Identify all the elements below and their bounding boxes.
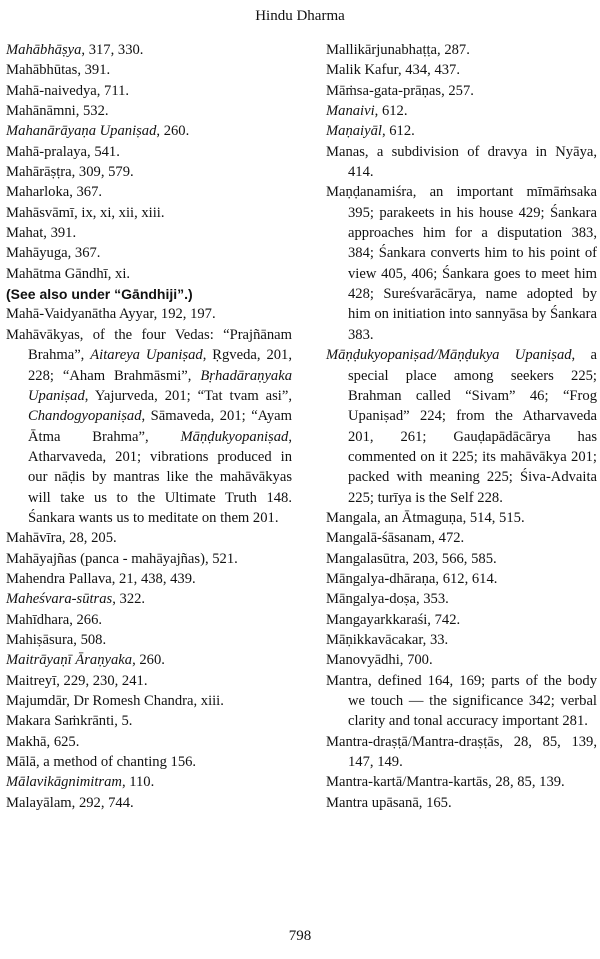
- index-entry-italic-text: Māṇḍukyopaniṣad/Māṇḍukya Upaniṣad: [326, 347, 572, 364]
- index-entry-text: Makhā, 625.: [6, 733, 80, 750]
- index-entry-text: Mahābhūtas, 391.: [6, 62, 111, 79]
- index-entry: [326, 630, 597, 650]
- index-column-right: [326, 40, 597, 813]
- index-entry-text: Māṇikkavācakar, 33.: [326, 631, 449, 648]
- index-entry-text: Mahārāṣṭra, 309, 579.: [6, 164, 134, 181]
- index-entry: [6, 142, 292, 162]
- index-entry-italic-text: Māṇḍukyopaniṣad: [180, 428, 289, 445]
- index-column-left: [6, 40, 292, 813]
- index-entry-text: Mangalasūtra, 203, 566, 585.: [326, 550, 497, 567]
- index-entry-text: Mālā, a method of chanting 156.: [6, 754, 197, 771]
- index-entry: [6, 650, 292, 670]
- index-entry: [326, 142, 597, 183]
- index-entry-text: Mallikārjunabhaṭṭa, 287.: [326, 42, 470, 58]
- index-entry-italic-text: Maṇaiyāl: [326, 123, 382, 140]
- index-entry-italic-text: Chandogyopaniṣad: [28, 408, 142, 425]
- index-entry: [326, 528, 597, 548]
- index-entry: [6, 304, 292, 324]
- index-entry: [326, 671, 597, 732]
- index-entry-italic-text: Maheśvara-sūtras: [6, 591, 113, 608]
- index-entry: [6, 40, 292, 60]
- index-entry-text: , 317, 330.: [81, 42, 144, 58]
- index-entry-text: Mangayarkkaraśi, 742.: [326, 611, 461, 628]
- index-entry-text: Mahāvākyas, of the four Vedas: “Prajñānam Brahma”,: [6, 326, 292, 364]
- index-entry: [6, 630, 292, 650]
- index-entry-text: , Ṛgveda, 201, 228; “Aham Brahmāsmi”,: [28, 347, 292, 384]
- index-entry: [6, 162, 292, 182]
- index-entry-text: Māṁsa-gata-prāṇas, 257.: [326, 82, 474, 99]
- index-entry-text: , 612.: [381, 123, 415, 140]
- index-entry: [6, 223, 292, 243]
- index-entry-text: Mantra-kartā/Mantra-kartās, 28, 85, 139.: [326, 774, 565, 791]
- index-entry: [6, 325, 292, 528]
- index-entry-italic-text: Aitareya Upaniṣad: [90, 347, 203, 364]
- index-entry: [326, 569, 597, 589]
- index-entry: [6, 121, 292, 141]
- index-entry-italic-text: Mahābhāṣya: [6, 42, 82, 58]
- index-entry-text: , 260.: [156, 123, 190, 140]
- index-entry-text: Maitreyī, 229, 230, 241.: [6, 672, 148, 689]
- index-entry-text: Maharloka, 367.: [6, 184, 103, 201]
- index-entry: [326, 182, 597, 345]
- index-entry: [6, 671, 292, 691]
- index-entry-text: , 110.: [121, 774, 155, 791]
- index-entry-text: Mahāyajñas (panca - mahāyajñas), 521.: [6, 550, 238, 567]
- index-entry-text: Malik Kafur, 434, 437.: [326, 62, 460, 79]
- index-entry: [326, 101, 597, 121]
- index-entry-text: , 260.: [132, 652, 165, 669]
- index-entry: [326, 121, 597, 141]
- index-entry-text: Mahat, 391.: [6, 225, 77, 242]
- index-entry: [326, 549, 597, 569]
- index-entry: [6, 60, 292, 80]
- index-entry: [6, 284, 292, 304]
- index-entry: [326, 345, 597, 508]
- index-entry-text: Mangalā-śāsanam, 472.: [326, 530, 465, 547]
- index-entry-text: Mahānāmni, 532.: [6, 103, 109, 120]
- index-entry-italic-text: Manaivi: [326, 103, 375, 120]
- index-entry-text: Mahāsvāmī, ix, xi, xii, xiii.: [6, 204, 165, 221]
- index-entry-text: Mahā-Vaidyanātha Ayyar, 192, 197.: [6, 306, 216, 323]
- index-entry-text: (See also under “Gāndhiji”.): [6, 286, 193, 303]
- index-entry: [6, 752, 292, 772]
- index-entry: [6, 81, 292, 101]
- index-entry: [6, 182, 292, 202]
- index-entry: [326, 793, 597, 813]
- index-entry-text: Malayālam, 292, 744.: [6, 794, 134, 811]
- index-entry-italic-text: Bṛhadāraṇyaka Upaniṣad: [28, 367, 292, 404]
- page-number: 798: [288, 928, 312, 944]
- index-entry-text: , Sāmaveda, 201; “Ayam Ātma Brahma”,: [28, 408, 292, 445]
- index-entry-text: Mahātma Gāndhī, xi.: [6, 265, 131, 282]
- index-entry-text: Mahāyuga, 367.: [6, 245, 101, 262]
- index-entry-text: , Yajurveda, 201; “Tat tvam asi”,: [84, 387, 292, 404]
- index-entry: [6, 732, 292, 752]
- index-entry-text: Mahendra Pallava, 21, 438, 439.: [6, 570, 196, 587]
- index-entry-text: Māngalya-dhāraṇa, 612, 614.: [326, 570, 498, 587]
- index-entry: [6, 264, 292, 284]
- index-entry-text: Mahāvīra, 28, 205.: [6, 530, 117, 547]
- index-entry-text: , Atharvaveda, 201; vibrations produced in our nāḍis by mantras like the mahāvākyas will take us to the Ultimate Truth 148. Śankara wants us to meditate on them 201.: [28, 428, 292, 526]
- index-entry: [6, 793, 292, 813]
- index-entry-text: , 612.: [374, 103, 408, 120]
- index-entry-text: Manovyādhi, 700.: [326, 652, 433, 669]
- index-entry-text: Mantra upāsanā, 165.: [326, 794, 452, 811]
- index-entry: [326, 508, 597, 528]
- running-header: Hindu Dharma: [255, 8, 345, 24]
- index-entry: [6, 711, 292, 731]
- index-entry: [6, 772, 292, 792]
- index-entry-italic-text: Maitrāyaṇī Āraṇyaka: [6, 652, 133, 669]
- index-entry: [6, 610, 292, 630]
- index-entry-text: Mahiṣāsura, 508.: [6, 631, 107, 648]
- index-entry: [326, 732, 597, 773]
- index-entry-text: Māngalya-doṣa, 353.: [326, 591, 449, 608]
- index-entry: [6, 549, 292, 569]
- index-entry-text: Mahā-naivedya, 711.: [6, 82, 130, 99]
- index-entry: [6, 203, 292, 223]
- index-entry-text: Majumdār, Dr Romesh Chandra, xiii.: [6, 693, 224, 709]
- index-entry-text: Mahā-pralaya, 541.: [6, 143, 120, 160]
- index-entry-text: Maṇḍanamiśra, an important mīmāṁsaka 395; parakeets in his house 429; Śankara approaches him for a disputation 383, 384; Śankara converts him to his point of view 405, 406; Śankara goes to meet him 428; Sureśvarācārya, name adopted by him on initiation into sannyāsa by Śankara 383.: [326, 184, 597, 343]
- index-entry: [6, 528, 292, 548]
- index-entry: [326, 772, 597, 792]
- index-entry: [326, 589, 597, 609]
- index-entry-text: Makara Saṁkrānti, 5.: [6, 713, 133, 730]
- index-entry: [6, 569, 292, 589]
- index-entry-italic-text: Mālavikāgnimitram: [6, 774, 122, 791]
- index-entry-text: , a special place among seekers 225; Brahman called “Sivam” 46; “Frog Upaniṣad” 224; from the Atharvaveda 201, 261; Gauḍapādācārya has commented on it 225; its mahāvākya 201; packed with meaning 225; Śiva-Advaita 225; turīya is the Self 228.: [348, 347, 597, 506]
- index-entry: [6, 243, 292, 263]
- index-entry: [326, 40, 597, 60]
- index-entry: [6, 101, 292, 121]
- index-entry-text: Mahīdhara, 266.: [6, 611, 103, 628]
- index-entry-text: Mangala, an Ātmaguṇa, 514, 515.: [326, 509, 525, 526]
- index-entry-text: , 322.: [112, 591, 146, 608]
- index-entry: [6, 589, 292, 609]
- index-entry: [6, 691, 292, 711]
- index-entry-italic-text: Mahanārāyaṇa Upaniṣad: [6, 123, 157, 140]
- index-entry: [326, 81, 597, 101]
- index-entry-text: Mantra-draṣṭā/Mantra-draṣṭās, 28, 85, 139, 147, 149.: [326, 733, 597, 771]
- index-entry: [326, 650, 597, 670]
- index-entry-text: Manas, a subdivision of dravya in Nyāya, 414.: [326, 143, 597, 181]
- index-entry: [326, 60, 597, 80]
- index-entry-text: Mantra, defined 164, 169; parts of the body we touch — the significance 342; verbal clarity and tonal accuracy important 281.: [326, 672, 597, 730]
- index-entry: [326, 610, 597, 630]
